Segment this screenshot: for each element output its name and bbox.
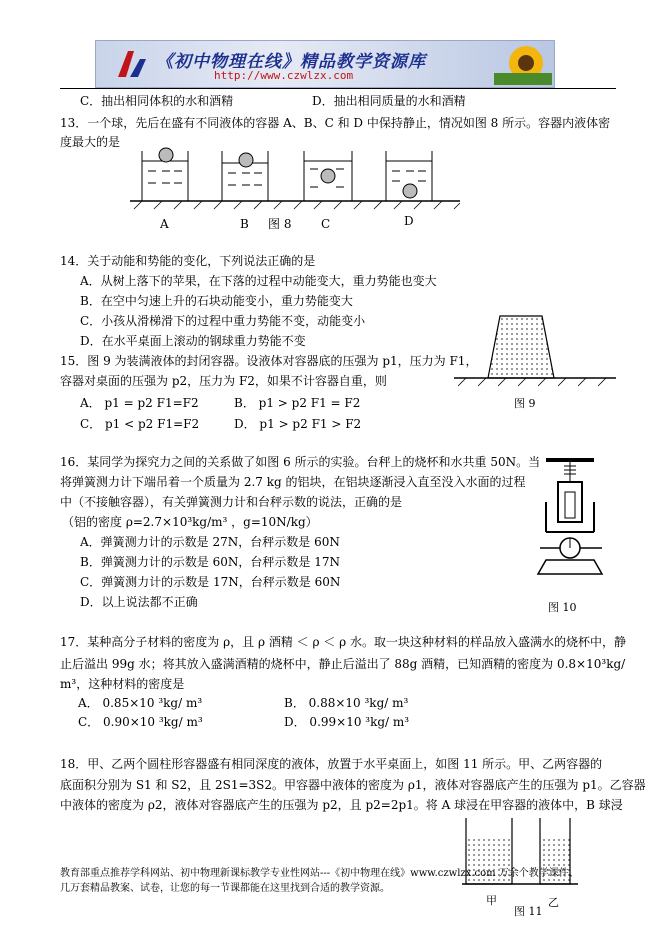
q16-stem-line3: 中（不接触容器），有关弹簧测力计和台秤示数的说法，正确的是 [60,495,403,509]
q17-option-b: B． 0.88×10 ³kg/ m³ [284,696,409,710]
sunflower-icon [494,43,552,85]
container-a [142,148,188,201]
q17-stem-line2: 止后溢出 99g 水；将其放入盛满酒精的烧杯中，静止后溢出了 88g 酒精，已知酒精的密度为 0.8×10³kg/ [60,657,626,671]
q15-option-d: D． p1 > p2 F1 > F2 [234,417,362,431]
fig10-caption: 图 10 [548,601,577,614]
fig9-caption: 图 9 [514,397,536,410]
q14-option-c: C．小孩从滑梯滑下的过程中重力势能不变，动能变小 [80,314,366,328]
q13-stem-line2: 度最大的是 [60,135,121,149]
header-rule [60,88,616,89]
q14-option-d: D．在水平桌面上滚动的钢球重力势能不变 [80,334,306,348]
q17-option-d: D． 0.99×10 ³kg/ m³ [284,715,410,729]
q16-option-d: D．以上说法都不正确 [80,595,198,609]
fig8-label-b: B [240,217,249,231]
q16-stem-line1: 16．某同学为探究力之间的关系做了如图 6 所示的实验。台秤上的烧杯和水共重 50N。当 [60,455,541,469]
q16-option-c: C．弹簧测力计的示数是 17N，台秤示数是 60N [80,575,341,589]
container-d [386,151,432,201]
fig8-label-a: A [160,217,169,231]
header-banner [95,40,555,88]
footer-line1: 教育部重点推荐学科网站、初中物理新课标教学专业性网站---《初中物理在线》www.czwlzx.com 万余个教学课件、 [60,868,579,879]
q15-stem-line2: 容器对桌面的压强为 p2，压力为 F2，如果不计容器自重，则 [60,374,387,388]
q17-stem-line1: 17．某种高分子材料的密度为 ρ，且 ρ 酒精 ＜ ρ ＜ ρ 水。取一块这种材料的样品放入盛满水的烧杯中，静 [60,635,627,649]
banner-title: 《初中物理在线》精品教学资源库 [156,52,426,72]
container-c [304,151,352,201]
q13-stem-line1: 13．一个球，先后在盛有不同液体的容器 A、B、C 和 D 中保持静止，情况如图 8 所示。容器内液体密 [60,116,611,130]
q16-stem-line2: 将弹簧测力计下端吊着一个质量为 2.7 kg 的铝块，在铝块逐渐浸入直至没入水面的过程 [60,475,526,489]
q17-stem-line3: m³，这种材料的密度是 [60,677,185,691]
figure-10 [536,452,608,600]
q18-stem-line1: 18．甲、乙两个圆柱形容器盛有相同深度的液体，放置于水平桌面上，如图 11 所示。甲、乙两容器的 [60,757,603,771]
page-footer [60,866,620,896]
q15-option-c: C． p1 < p2 F1=F2 [80,417,200,431]
q17-option-a: A． 0.85×10 ³kg/ m³ [78,696,203,710]
q14-option-b: B．在空中匀速上升的石块动能变小，重力势能变大 [80,294,353,308]
fig11-caption: 图 11 [514,905,543,918]
banner-url: http://www.czwlzx.com [214,69,354,82]
q16-option-a: A．弹簧测力计的示数是 27N，台秤示数是 60N [80,535,340,549]
q18-stem-line2: 底面积分别为 S1 和 S2，且 2S1=3S2。甲容器中液体的密度为 ρ1，液体对容器底产生的压强为 p1。乙容器 [60,778,646,792]
q16-stem-line4: （铝的密度 ρ=2.7×10³kg/m³ ，g=10N/kg） [62,515,318,529]
q12-option-c: C．抽出相同体积的水和酒精 [80,94,234,108]
fig11-label-yi: 乙 [548,896,559,909]
figure-9 [450,312,620,392]
q17-option-c: C． 0.90×10 ³kg/ m³ [78,715,203,729]
q14-option-a: A．从树上落下的苹果，在下落的过程中动能变大，重力势能也变大 [80,274,437,288]
fig8-label-d: D [404,214,414,228]
fig8-caption: 图 8 [268,217,292,231]
q15-option-b: B． p1 > p2 F1 = F2 [234,396,361,410]
fig8-label-c: C [321,217,331,231]
q16-option-b: B．弹簧测力计的示数是 60N，台秤示数是 17N [80,555,340,569]
footer-line2: 几万套精品教案、试卷，让您的每一节课都能在这里找到合适的教学资源。 [60,883,390,894]
container-b [222,151,268,201]
q14-stem: 14．关于动能和势能的变化，下列说法正确的是 [60,254,316,268]
q15-option-a: A． p1 = p2 F1=F2 [80,396,199,410]
q18-stem-line3: 中液体的密度为 ρ2，液体对容器底产生的压强为 p2，且 p2=2p1。将 A 球浸在甲容器的液体中，B 球浸 [60,798,623,812]
q15-stem-line1: 15．图 9 为装满液体的封闭容器。设液体对容器底的压强为 p1，压力为 F1， [60,354,478,368]
q12-option-d: D．抽出相同质量的水和酒精 [312,94,466,108]
logo-icon [114,47,150,81]
fig11-label-jia: 甲 [486,894,497,907]
